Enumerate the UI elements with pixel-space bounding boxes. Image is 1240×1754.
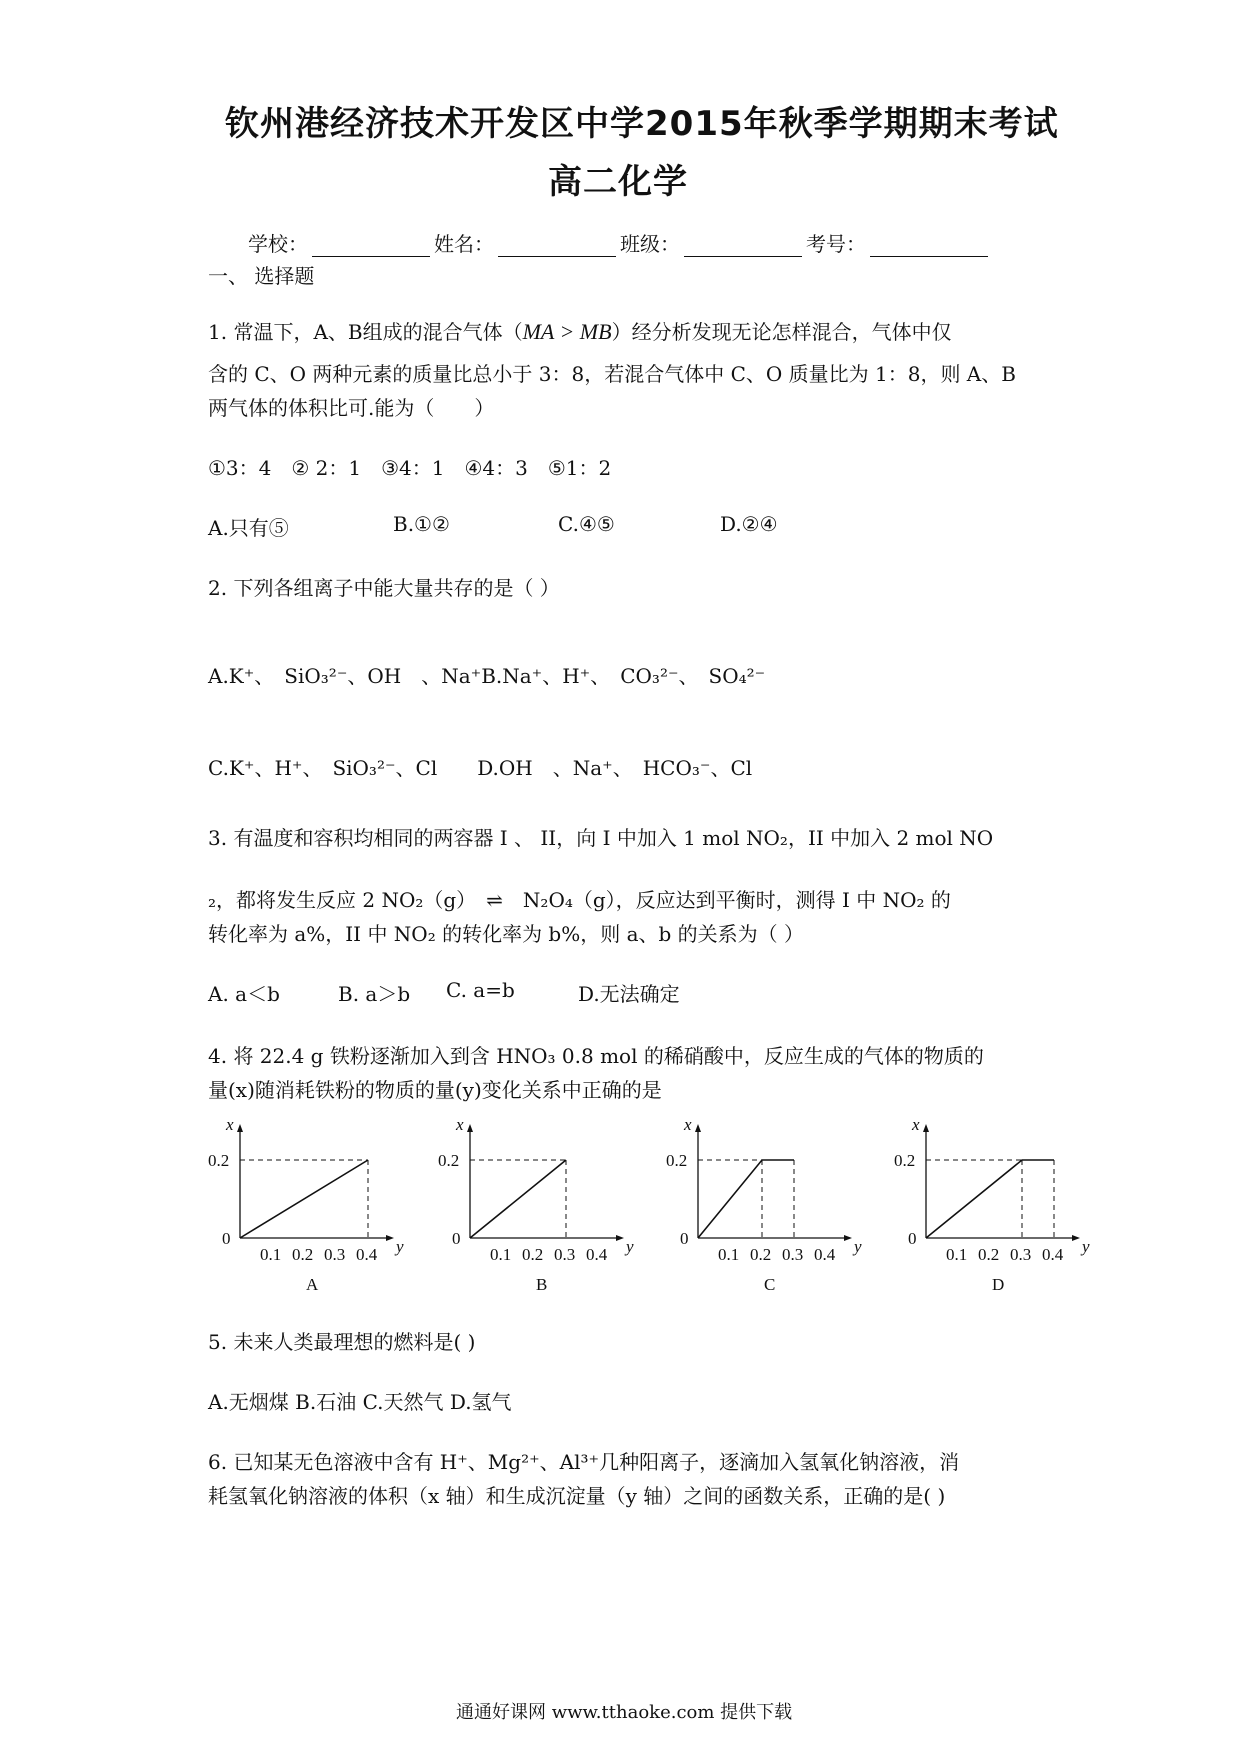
q1-option-c: C.④⑤ (558, 512, 615, 536)
graph-c-x-arrow (844, 1235, 852, 1241)
q5-stem: 5. 未来人类最理想的燃料是( ) (208, 1330, 476, 1354)
q2-stem: 2. 下列各组离子中能大量共存的是（ ） (208, 576, 560, 600)
graph-c-x-tick-label: 0.4 (814, 1245, 836, 1264)
q1-option-d: D.②④ (720, 512, 778, 536)
graph-b-x-tick-label: 0.3 (554, 1245, 576, 1264)
q4-graphs (0, 1120, 1240, 1300)
student-info-row (248, 228, 992, 257)
q4-line2: 量(x)随消耗铁粉的物质的量(y)变化关系中正确的是 (208, 1078, 662, 1102)
graph-b-line (470, 1160, 566, 1238)
graph-b-x-arrow (616, 1235, 624, 1241)
graph-a-x-label: y (396, 1237, 404, 1256)
graph-c-y-arrow (695, 1124, 701, 1132)
q1-pre: 1. 常温下，A、B组成的混合气体（ (208, 320, 523, 344)
subject-title: 高二化学 (548, 162, 688, 202)
footer-text: 通通好课网 www.tthaoke.com 提供下载 (456, 1702, 793, 1723)
graph-d-y-label: x (912, 1120, 920, 1134)
q3-line2: ₂，都将发生反应 2 NO₂（g） ⇌ N₂O₄（g），反应达到平衡时，测得 I 中 NO₂ 的 (208, 888, 951, 912)
graph-d-y-arrow (923, 1124, 929, 1132)
q6-line2: 耗氢氧化钠溶液的体积（x 轴）和生成沉淀量（y 轴）之间的函数关系，正确的是( ) (208, 1484, 946, 1508)
graph-a-y-arrow (237, 1124, 243, 1132)
q3-option-c: C. a=b (446, 978, 515, 1002)
graph-a-x-tick-label: 0.2 (292, 1245, 314, 1264)
graph-b-y-label: x (456, 1120, 464, 1134)
graph-d-x-arrow (1072, 1235, 1080, 1241)
q3-line3: 转化率为 a%，II 中 NO₂ 的转化率为 b%，则 a、b 的关系为（ ） (208, 922, 805, 946)
graph-c-x-tick-label: 0.3 (782, 1245, 804, 1264)
graph-c-line (698, 1160, 794, 1238)
graph-b-x-tick-label: 0.1 (490, 1245, 512, 1264)
q1-line2: 含的 C、O 两种元素的质量比总小于 3：8，若混合气体中 C、O 质量比为 1：8，则 A、B (208, 362, 1016, 386)
graph-c-origin-label: 0 (680, 1229, 689, 1248)
graph-b-y-arrow (467, 1124, 473, 1132)
graph-b-x-tick-label: 0.2 (522, 1245, 544, 1264)
graph-b-y-tick-label: 0.2 (438, 1151, 460, 1170)
graph-d-line (926, 1160, 1054, 1238)
graph-c-x-tick-label: 0.1 (718, 1245, 740, 1264)
q3-option-a: A. a＜b (208, 982, 280, 1006)
graph-d-origin-label: 0 (908, 1229, 917, 1248)
graph-d-x-tick-label: 0.3 (1010, 1245, 1032, 1264)
exam-number-field[interactable] (870, 236, 988, 257)
graph-a-x-tick-label: 0.4 (356, 1245, 378, 1264)
graph-b-origin-label: 0 (452, 1229, 461, 1248)
graph-b-x-label: y (626, 1237, 634, 1256)
class-field[interactable] (684, 236, 802, 257)
graph-a-x-tick-label: 0.1 (260, 1245, 282, 1264)
graph-d-x-tick-label: 0.2 (978, 1245, 1000, 1264)
school-label: 学校： (248, 232, 308, 256)
q1-option-a: A.只有⑤ (208, 516, 289, 540)
graph-d-x-tick-label: 0.1 (946, 1245, 968, 1264)
graph-a-x-tick-label: 0.3 (324, 1245, 346, 1264)
q6-line1: 6. 已知某无色溶液中含有 H⁺、Mg²⁺、Al³⁺几种阳离子，逐滴加入氢氧化钠溶液，消 (208, 1450, 960, 1474)
exam-number-label: 考号： (806, 232, 866, 256)
graph-c-y-label: x (684, 1120, 692, 1134)
q5-options: A.无烟煤 B.石油 C.天然气 D.氢气 (208, 1390, 512, 1414)
q1-ratios: ①3：4 ② 2：1 ③4：1 ④4：3 ⑤1：2 (208, 456, 612, 480)
graph-a-caption: A (306, 1275, 319, 1294)
q4-line1: 4. 将 22.4 g 铁粉逐渐加入到含 HNO₃ 0.8 mol 的稀硝酸中，反应生成的气体的物质的 (208, 1044, 984, 1068)
graph-b-caption: B (536, 1275, 548, 1294)
graph-c-x-tick-label: 0.2 (750, 1245, 772, 1264)
school-field[interactable] (312, 236, 430, 257)
q3-option-b: B. a＞b (338, 982, 411, 1006)
graph-a-x-arrow (386, 1235, 394, 1241)
graph-c-y-tick-label: 0.2 (666, 1151, 688, 1170)
class-label: 班级： (620, 232, 680, 256)
q1-line1 (208, 316, 952, 345)
graph-c-caption: C (764, 1275, 776, 1294)
section-heading: 一、 选择题 (208, 264, 315, 288)
graph-a-y-label: x (226, 1120, 234, 1134)
name-field[interactable] (498, 236, 616, 257)
graph-d-caption: D (992, 1275, 1005, 1294)
q3-line1: 3. 有温度和容积均相同的两容器 I 、 II，向 I 中加入 1 mol NO₂，II 中加入 2 mol NO (208, 826, 994, 850)
graph-b-x-tick-label: 0.4 (586, 1245, 608, 1264)
q1-line3: 两气体的体积比可.能为（ ） (208, 396, 495, 420)
q3-option-d: D.无法确定 (578, 982, 680, 1006)
exam-title: 钦州港经济技术开发区中学2015年秋季学期期末考试 (225, 104, 1059, 144)
graph-d-y-tick-label: 0.2 (894, 1151, 916, 1170)
graph-a-line (240, 1160, 368, 1238)
q2-options-ab: A.K⁺、 SiO₃²⁻、OH 、Na⁺B.Na⁺、H⁺、 CO₃²⁻、 SO₄²⁻ (208, 664, 766, 688)
q1-post: ）经分析发现无论怎样混合，气体中仅 (611, 320, 952, 344)
graph-c-x-label: y (854, 1237, 862, 1256)
graph-a-origin-label: 0 (222, 1229, 231, 1248)
q1-formula: MA > MB (522, 319, 612, 344)
graph-d-x-tick-label: 0.4 (1042, 1245, 1064, 1264)
graph-d-x-label: y (1082, 1237, 1090, 1256)
graph-a-y-tick-label: 0.2 (208, 1151, 230, 1170)
name-label: 姓名： (434, 232, 494, 256)
q1-option-b: B.①② (393, 512, 450, 536)
q2-options-cd: C.K⁺、H⁺、 SiO₃²⁻、Cl D.OH 、Na⁺、 HCO₃⁻、Cl (208, 756, 753, 780)
